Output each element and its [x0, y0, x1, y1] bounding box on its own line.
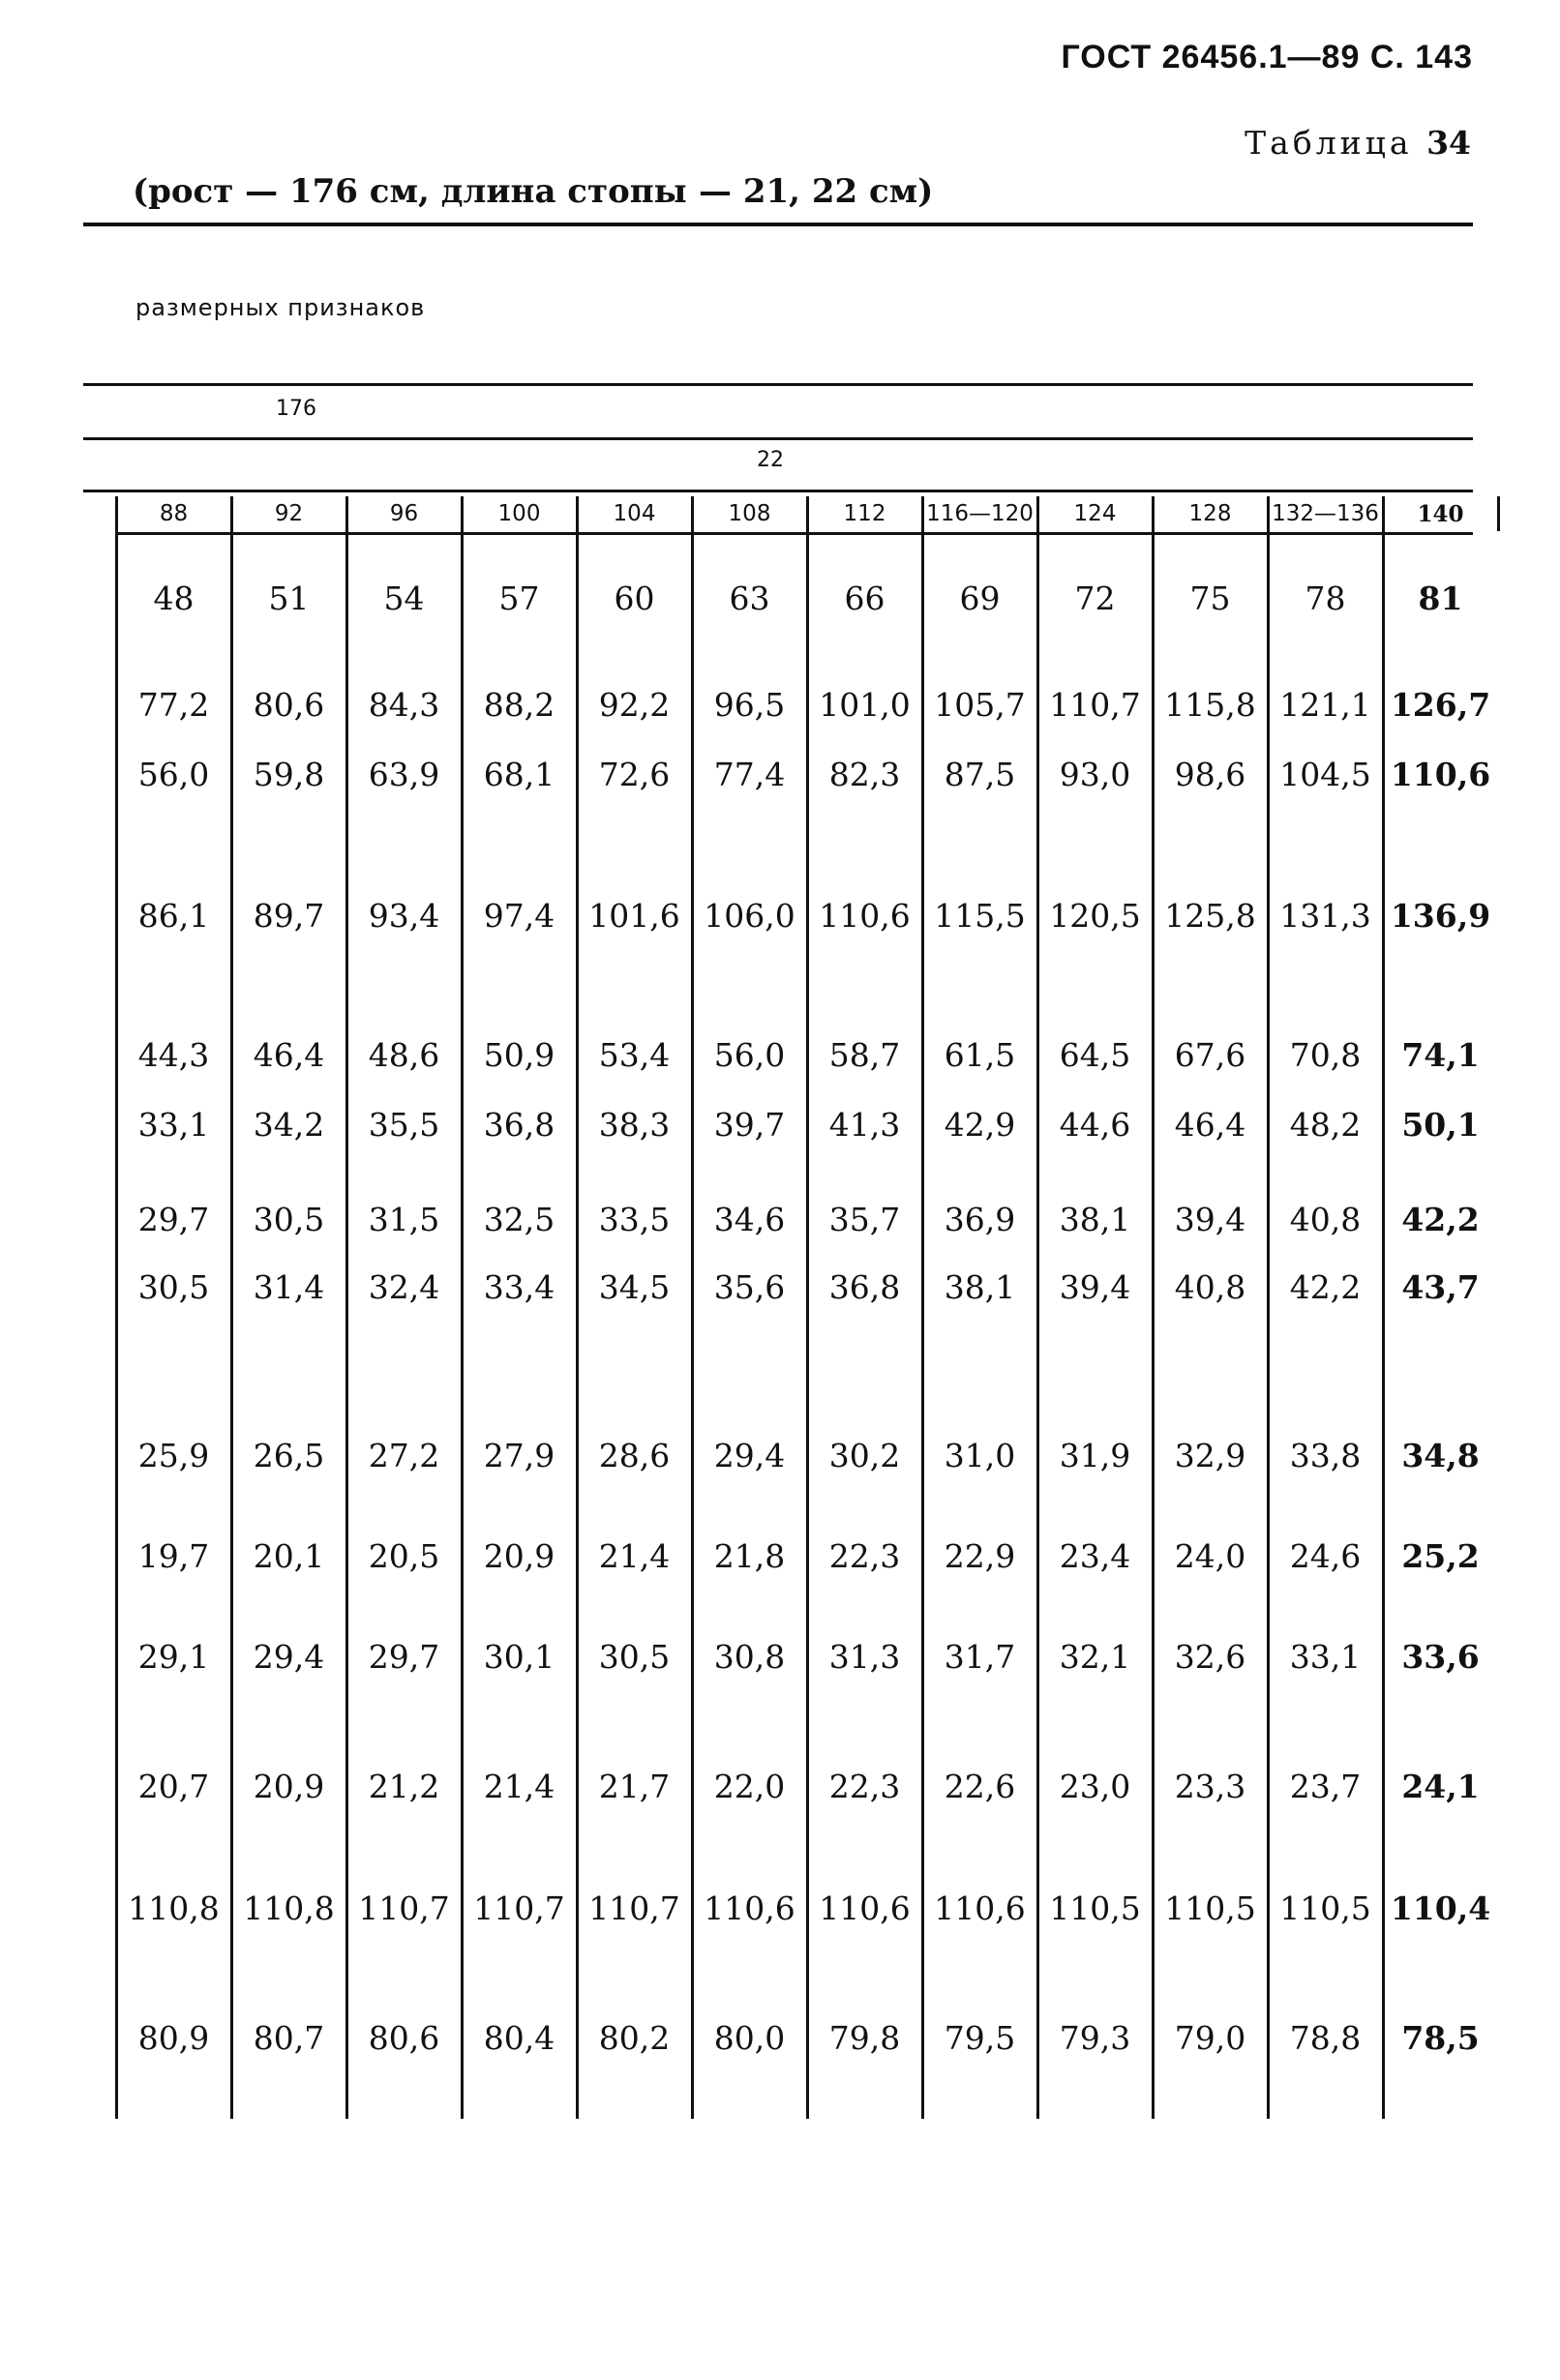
- table-cell: 110,6: [819, 896, 911, 935]
- table-cell: 33,1: [137, 1105, 210, 1144]
- table-cell: 66: [844, 579, 885, 617]
- table-cell: 24,6: [1289, 1536, 1362, 1575]
- table-cell: 36,8: [828, 1267, 901, 1306]
- table-cell: 32,6: [1174, 1637, 1246, 1676]
- table-cell: 98,6: [1174, 755, 1246, 793]
- table-cell: 50,1: [1401, 1105, 1480, 1144]
- table-cell: 38,3: [598, 1105, 671, 1144]
- table-cell: 48,6: [368, 1035, 440, 1074]
- table-cell: 43,7: [1401, 1267, 1480, 1306]
- table-cell: 68,1: [483, 755, 555, 793]
- table-cell: 77,2: [137, 685, 210, 724]
- table-cell: 34,6: [713, 1200, 786, 1238]
- table-cell: 84,3: [368, 685, 440, 724]
- table-cell: 110,7: [1049, 685, 1141, 724]
- column-header: 108: [728, 501, 771, 526]
- table-cell: 39,4: [1059, 1267, 1131, 1306]
- table-cell: 40,8: [1289, 1200, 1362, 1238]
- table-cell: 78,5: [1401, 2018, 1480, 2057]
- table-number: 34: [1426, 124, 1471, 162]
- table-cell: 80,9: [137, 2018, 210, 2057]
- table-cell: 32,1: [1059, 1637, 1131, 1676]
- table-cell: 101,6: [588, 896, 680, 935]
- table-cell: 110,7: [473, 1889, 565, 1927]
- table-cell: 42,2: [1289, 1267, 1362, 1306]
- table-cell: 32,5: [483, 1200, 555, 1238]
- table-cell: 80,4: [483, 2018, 555, 2057]
- table-cell: 86,1: [137, 896, 210, 935]
- table-cell: 31,7: [944, 1637, 1016, 1676]
- table-row: [116, 1192, 1498, 1246]
- table-row: [116, 1027, 1498, 1082]
- table-cell: 33,6: [1401, 1637, 1480, 1676]
- header-rule-1: [83, 383, 1473, 386]
- table-cell: 87,5: [944, 755, 1016, 793]
- table-cell: 41,3: [828, 1105, 901, 1144]
- table-cell: 50,9: [483, 1035, 555, 1074]
- table-cell: 69: [959, 579, 1001, 617]
- table-cell: 110,4: [1390, 1889, 1491, 1927]
- column-header: 88: [159, 501, 189, 526]
- table-cell: 20,1: [253, 1536, 325, 1575]
- table-cell: 34,8: [1401, 1436, 1480, 1474]
- table-cell: 80,7: [253, 2018, 325, 2057]
- table-cell: 21,4: [598, 1536, 671, 1575]
- table-cell: 33,4: [483, 1267, 555, 1306]
- table-cell: 80,2: [598, 2018, 671, 2057]
- table-cell: 61,5: [944, 1035, 1016, 1074]
- table-row: [116, 1260, 1498, 1314]
- table-cell: 31,9: [1059, 1436, 1131, 1474]
- table-row: [116, 1097, 1498, 1151]
- table-cell: 30,1: [483, 1637, 555, 1676]
- table-cell: 21,4: [483, 1767, 555, 1805]
- table-cell: 24,0: [1174, 1536, 1246, 1575]
- table-cell: 22,3: [828, 1536, 901, 1575]
- page-header: ГОСТ 26456.1—89 С. 143: [1061, 39, 1473, 75]
- table-cell: 33,5: [598, 1200, 671, 1238]
- table-cell: 60: [614, 579, 655, 617]
- table-cell: 54: [383, 579, 425, 617]
- column-header: 92: [274, 501, 304, 526]
- table-cell: 104,5: [1279, 755, 1371, 793]
- table-cell: 30,5: [598, 1637, 671, 1676]
- top-rule: [83, 223, 1473, 226]
- table-cell: 115,5: [934, 896, 1026, 935]
- table-cell: 110,8: [128, 1889, 220, 1927]
- table-caption: размерных признаков: [135, 294, 426, 321]
- table-cell: 97,4: [483, 896, 555, 935]
- table-cell: 110,5: [1049, 1889, 1141, 1927]
- table-cell: 23,0: [1059, 1767, 1131, 1805]
- table-row: [116, 1629, 1498, 1683]
- table-cell: 125,8: [1164, 896, 1256, 935]
- table-cell: 35,6: [713, 1267, 786, 1306]
- table-cell: 26,5: [253, 1436, 325, 1474]
- table-cell: 34,2: [253, 1105, 325, 1144]
- table-cell: 88,2: [483, 685, 555, 724]
- table-cell: 72: [1074, 579, 1116, 617]
- table-cell: 51: [268, 579, 310, 617]
- table-cell: 46,4: [253, 1035, 325, 1074]
- table-cell: 80,6: [253, 685, 325, 724]
- table-cell: 20,9: [253, 1767, 325, 1805]
- table-cell: 25,2: [1401, 1536, 1480, 1575]
- table-cell: 29,4: [713, 1436, 786, 1474]
- table-cell: 31,0: [944, 1436, 1016, 1474]
- column-header: 128: [1188, 501, 1232, 526]
- table-cell: 29,1: [137, 1637, 210, 1676]
- table-cell: 33,1: [1289, 1637, 1362, 1676]
- table-cell: 53,4: [598, 1035, 671, 1074]
- table-cell: 106,0: [704, 896, 795, 935]
- table-cell: 110,6: [934, 1889, 1026, 1927]
- table-cell: 24,1: [1401, 1767, 1480, 1805]
- table-cell: 19,7: [137, 1536, 210, 1575]
- table-cell: 42,2: [1401, 1200, 1480, 1238]
- table-cell: 35,7: [828, 1200, 901, 1238]
- table-row: [116, 1881, 1498, 1935]
- table-cell: 34,5: [598, 1267, 671, 1306]
- foot-label: 22: [757, 448, 784, 472]
- table-cell: 79,5: [944, 2018, 1016, 2057]
- table-cell: 29,7: [137, 1200, 210, 1238]
- table-cell: 39,4: [1174, 1200, 1246, 1238]
- table-cell: 74,1: [1401, 1035, 1480, 1074]
- table-cell: 35,5: [368, 1105, 440, 1144]
- column-header: 96: [389, 501, 419, 526]
- table-cell: 110,7: [588, 1889, 680, 1927]
- table-cell: 38,1: [944, 1267, 1016, 1306]
- table-cell: 110,5: [1279, 1889, 1371, 1927]
- table-cell: 30,5: [137, 1267, 210, 1306]
- table-cell: 67,6: [1174, 1035, 1246, 1074]
- table-cell: 81: [1418, 579, 1463, 617]
- table-cell: 44,6: [1059, 1105, 1131, 1144]
- table-cell: 32,9: [1174, 1436, 1246, 1474]
- table-cell: 20,5: [368, 1536, 440, 1575]
- table-cell: 101,0: [819, 685, 911, 724]
- header-rule-2: [83, 437, 1473, 440]
- column-header: 124: [1073, 501, 1117, 526]
- table-cell: 131,3: [1279, 896, 1371, 935]
- table-row: [116, 747, 1498, 801]
- table-cell: 110,8: [243, 1889, 335, 1927]
- table-cell: 75: [1189, 579, 1231, 617]
- table-cell: 40,8: [1174, 1267, 1246, 1306]
- table-cell: 72,6: [598, 755, 671, 793]
- table-row: [116, 2010, 1498, 2065]
- table-cell: 92,2: [598, 685, 671, 724]
- table-cell: 31,5: [368, 1200, 440, 1238]
- table-cell: 77,4: [713, 755, 786, 793]
- table-cell: 29,7: [368, 1637, 440, 1676]
- table-cell: 96,5: [713, 685, 786, 724]
- table-cell: 33,8: [1289, 1436, 1362, 1474]
- table-row: [116, 1428, 1498, 1482]
- table-cell: 20,9: [483, 1536, 555, 1575]
- table-row: [116, 888, 1498, 942]
- table-cell: 21,2: [368, 1767, 440, 1805]
- table-cell: 25,9: [137, 1436, 210, 1474]
- table-cell: 82,3: [828, 755, 901, 793]
- table-cell: 20,7: [137, 1767, 210, 1805]
- table-cell: 31,3: [828, 1637, 901, 1676]
- table-cell: 29,4: [253, 1637, 325, 1676]
- table-cell: 78: [1305, 579, 1346, 617]
- table-cell: 22,9: [944, 1536, 1016, 1575]
- table-cell: 58,7: [828, 1035, 901, 1074]
- column-header: 116—120: [926, 501, 1034, 526]
- table-cell: 126,7: [1390, 685, 1491, 724]
- table-label: [1245, 124, 1471, 162]
- table-cell: 63,9: [368, 755, 440, 793]
- table-cell: 136,9: [1390, 896, 1491, 935]
- table-cell: 30,2: [828, 1436, 901, 1474]
- table-cell: 23,4: [1059, 1536, 1131, 1575]
- table-cell: 48,2: [1289, 1105, 1362, 1144]
- table-cell: 42,9: [944, 1105, 1016, 1144]
- table-row: [116, 677, 1498, 731]
- table-cell: 64,5: [1059, 1035, 1131, 1074]
- table-cell: 110,6: [704, 1889, 795, 1927]
- table-row: [116, 1759, 1498, 1813]
- table-cell: 110,6: [819, 1889, 911, 1927]
- table-cell: 59,8: [253, 755, 325, 793]
- table-cell: 27,9: [483, 1436, 555, 1474]
- table-cell: 56,0: [713, 1035, 786, 1074]
- table-cell: 80,6: [368, 2018, 440, 2057]
- table-cell: 23,3: [1174, 1767, 1246, 1805]
- table-cell: 28,6: [598, 1436, 671, 1474]
- table-cell: 79,3: [1059, 2018, 1131, 2057]
- table-cell: 44,3: [137, 1035, 210, 1074]
- table-cell: 70,8: [1289, 1035, 1362, 1074]
- table-cell: 36,8: [483, 1105, 555, 1144]
- height-label: 176: [276, 397, 316, 421]
- table-row: [116, 571, 1498, 625]
- table-cell: 121,1: [1279, 685, 1371, 724]
- header-rule-3: [83, 490, 1473, 492]
- table-cell: 79,0: [1174, 2018, 1246, 2057]
- table-cell: 36,9: [944, 1200, 1016, 1238]
- table-cell: 22,3: [828, 1767, 901, 1805]
- table-cell: 80,0: [713, 2018, 786, 2057]
- table-cell: 22,6: [944, 1767, 1016, 1805]
- table-cell: 89,7: [253, 896, 325, 935]
- table-cell: 39,7: [713, 1105, 786, 1144]
- table-cell: 115,8: [1164, 685, 1256, 724]
- table-cell: 110,6: [1390, 755, 1491, 793]
- column-header: 104: [613, 501, 656, 526]
- table-cell: 79,8: [828, 2018, 901, 2057]
- subtitle-right: — 21, 22 см): [699, 172, 934, 211]
- table-cell: 120,5: [1049, 896, 1141, 935]
- table-cell: 63: [729, 579, 770, 617]
- column-header: 100: [497, 501, 541, 526]
- table-cell: 93,4: [368, 896, 440, 935]
- table-cell: 30,5: [253, 1200, 325, 1238]
- table-cell: 31,4: [253, 1267, 325, 1306]
- table-word: Таблица: [1245, 124, 1413, 162]
- table-cell: 105,7: [934, 685, 1026, 724]
- column-header: 112: [843, 501, 886, 526]
- table-cell: 110,5: [1164, 1889, 1256, 1927]
- table-cell: 56,0: [137, 755, 210, 793]
- table-cell: 46,4: [1174, 1105, 1246, 1144]
- column-header: 132—136: [1272, 501, 1379, 526]
- table-cell: 27,2: [368, 1436, 440, 1474]
- table-cell: 57: [498, 579, 540, 617]
- table-cell: 38,1: [1059, 1200, 1131, 1238]
- table-cell: 21,8: [713, 1536, 786, 1575]
- subtitle-left: (рост — 176 см, длина стопы: [133, 172, 687, 211]
- table-cell: 48: [153, 579, 195, 617]
- table-cell: 23,7: [1289, 1767, 1362, 1805]
- column-header: 140: [1417, 500, 1464, 527]
- table-cell: 110,7: [358, 1889, 450, 1927]
- table-cell: 22,0: [713, 1767, 786, 1805]
- header-row-rule: [116, 532, 1473, 535]
- table-cell: 93,0: [1059, 755, 1131, 793]
- table-cell: 21,7: [598, 1767, 671, 1805]
- table-cell: 32,4: [368, 1267, 440, 1306]
- table-row: [116, 1529, 1498, 1583]
- table-cell: 30,8: [713, 1637, 786, 1676]
- table-cell: 78,8: [1289, 2018, 1362, 2057]
